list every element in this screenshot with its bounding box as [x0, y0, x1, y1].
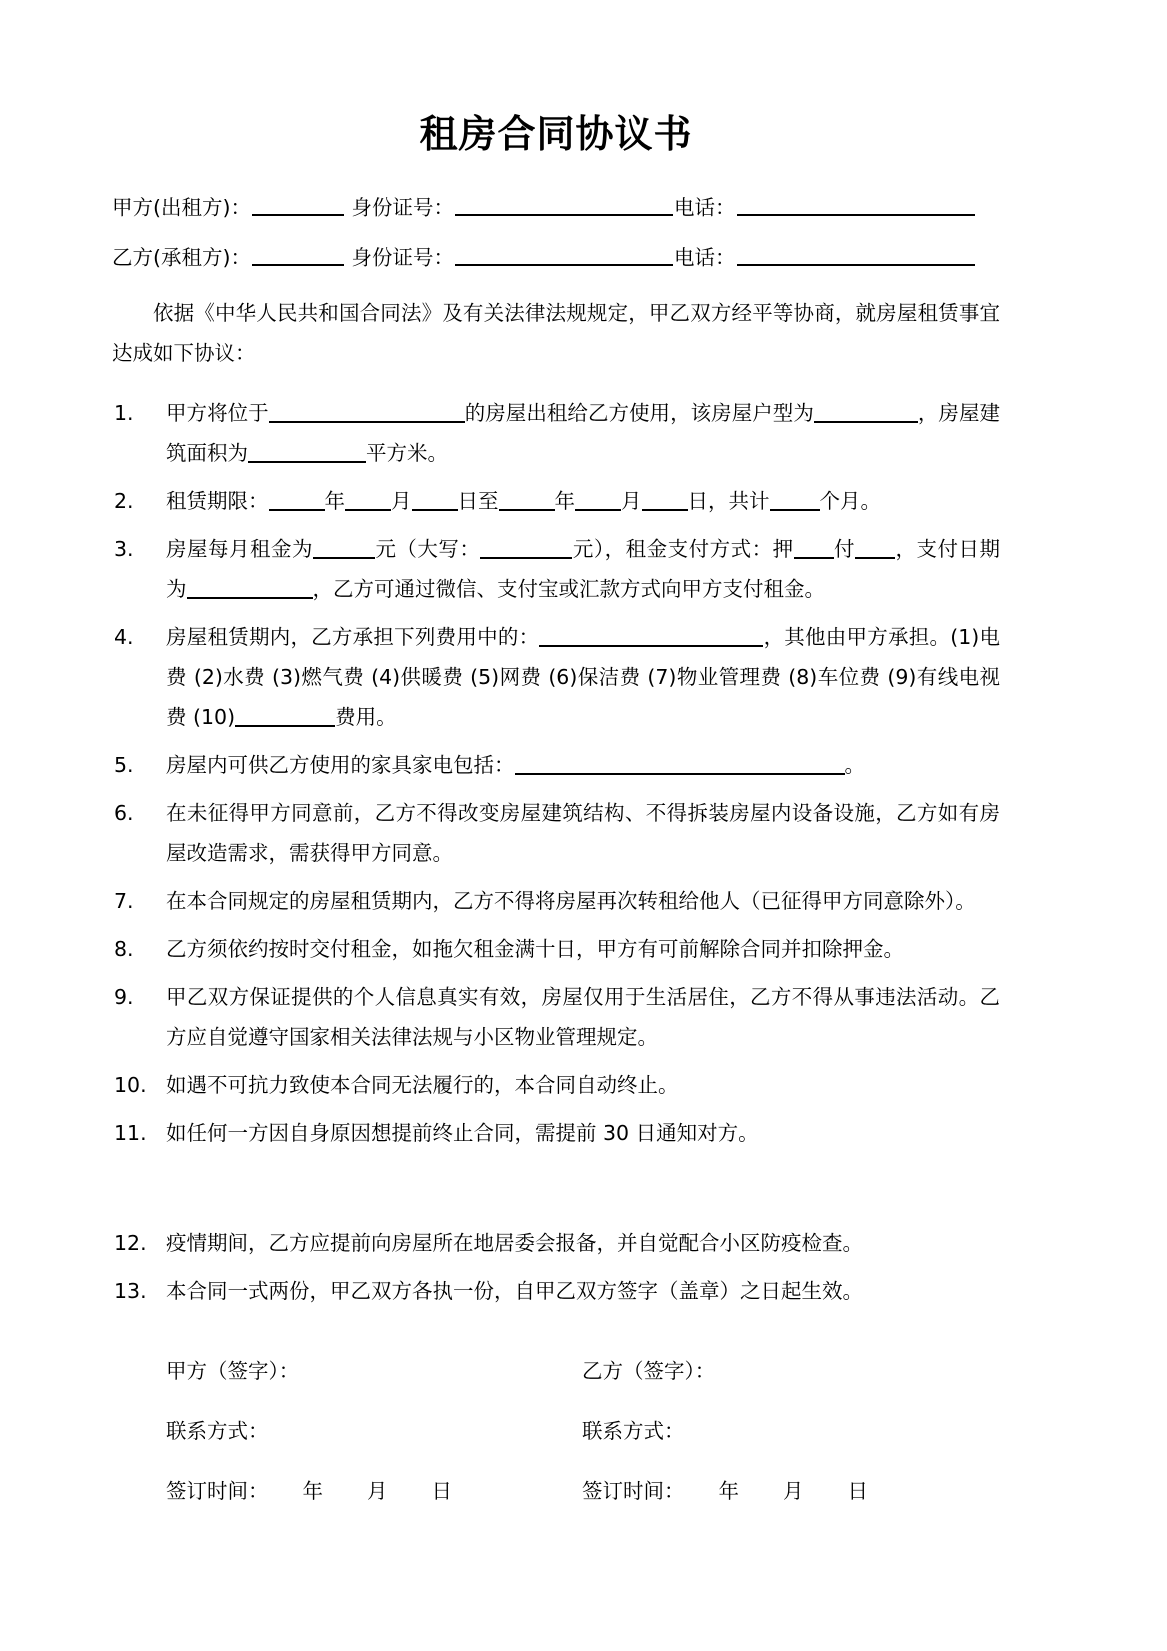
- clause-number: 11.: [114, 1120, 147, 1145]
- property-type-input[interactable]: [814, 401, 918, 424]
- landlord-date-group[interactable]: [166, 1472, 582, 1512]
- clause-number: 4.: [114, 625, 134, 650]
- tenant-date-group[interactable]: [582, 1472, 998, 1512]
- tenant-date-day: 日: [847, 1478, 868, 1503]
- clause-text: 本合同一式两份，甲乙双方各执一份，自甲乙双方签字（盖章）之日起生效。: [166, 1278, 863, 1303]
- parties-block: [112, 194, 1000, 272]
- clause-13: [112, 1272, 1000, 1312]
- tenant-phone-label: 电话：: [674, 245, 736, 270]
- clause-text: 在本合同规定的房屋租赁期内，乙方不得将房屋再次转租给他人（已征得甲方同意除外）。: [166, 889, 976, 914]
- tenant-date-year: 年: [718, 1478, 739, 1503]
- clause-seg: ，其他由甲方承担。(1)电费 (2)水费 (3)燃气费 (4)供暖费 (5)网费 (6)保洁费 (7)物业管理费 (8)车位费 (9)有线电视费 (10): [166, 625, 1001, 730]
- signature-contact-row: [166, 1412, 1000, 1452]
- clause-seg: 年: [554, 489, 575, 514]
- clause-text: [166, 618, 1000, 738]
- clause-seg: ，房屋建筑面积为: [166, 401, 1001, 466]
- clause-seg: 的房屋出租给乙方使用，该房屋户型为: [464, 401, 814, 426]
- landlord-signature-label[interactable]: 甲方（签字）：: [166, 1358, 300, 1383]
- tenant-phone-input[interactable]: [737, 244, 975, 267]
- clause-text: [166, 482, 1000, 522]
- clause-number: 6.: [114, 801, 134, 826]
- clause-seg: 个月。: [819, 489, 881, 514]
- tenant-name-input[interactable]: [252, 244, 344, 267]
- clause-seg: 甲方将位于: [166, 401, 269, 426]
- lease-months-input[interactable]: [770, 489, 820, 512]
- tenant-date-month: 月: [783, 1478, 804, 1503]
- clause-5: [112, 746, 1000, 786]
- clause-12: [112, 1224, 1000, 1264]
- clause-seg: 日，共计: [687, 489, 770, 514]
- clause-text: 如遇不可抗力致使本合同无法履行的，本合同自动终止。: [166, 1072, 679, 1097]
- landlord-contact-label[interactable]: 联系方式：: [166, 1418, 269, 1443]
- clause-seg: 付: [833, 537, 856, 562]
- lease-end-month-input[interactable]: [575, 489, 621, 512]
- property-address-input[interactable]: [269, 401, 465, 424]
- clause-2: [112, 482, 1000, 522]
- payment-date-input[interactable]: [187, 577, 313, 600]
- other-fee-input[interactable]: [235, 705, 335, 728]
- clause-seg: 平方米。: [366, 441, 448, 466]
- clause-seg: 月: [621, 489, 642, 514]
- clause-seg: 房屋内可供乙方使用的家具家电包括：: [166, 753, 515, 778]
- clause-number: 2.: [114, 489, 134, 514]
- tenant-row: [112, 244, 1000, 272]
- page-title: 租房合同协议书: [419, 112, 693, 156]
- clause-seg: 房屋每月租金为: [166, 537, 313, 562]
- tenant-name-label: 乙方(承租方)：: [112, 245, 251, 270]
- tenant-date-label: 签订时间：: [582, 1478, 685, 1503]
- landlord-date-day: 日: [431, 1478, 452, 1503]
- clause-text: 疫情期间，乙方应提前向房屋所在地居委会报备，并自觉配合小区防疫检查。: [166, 1230, 863, 1255]
- intro-paragraph: 依据《中华人民共和国合同法》及有关法律法规规定，甲乙双方经平等协商，就房屋租赁事宜达成如下协议：: [112, 300, 1000, 365]
- signature-name-row: [166, 1352, 1000, 1392]
- clause-list: [112, 394, 1000, 1311]
- clause-text: 乙方须依约按时交付租金，如拖欠租金满十日，甲方有可前解除合同并扣除押金。: [166, 937, 904, 961]
- clause-number: 8.: [114, 937, 134, 961]
- landlord-name-label: 甲方(出租方)：: [112, 195, 251, 220]
- clause-8: [112, 930, 1000, 970]
- lease-start-month-input[interactable]: [345, 489, 391, 512]
- clause-number: 10.: [114, 1072, 147, 1097]
- clause-seg: ，支付日期为: [166, 537, 1001, 602]
- clause-4: [112, 618, 1000, 738]
- clause-number: 5.: [114, 753, 134, 778]
- tenant-contact-label[interactable]: 联系方式：: [582, 1418, 685, 1443]
- clause-seg: 房屋租赁期内，乙方承担下列费用中的：: [166, 625, 540, 650]
- clause-10: [112, 1066, 1000, 1106]
- clause-seg: 。: [844, 753, 865, 778]
- monthly-rent-input[interactable]: [313, 537, 375, 560]
- payment-count-input[interactable]: [855, 537, 895, 560]
- clause-9: [112, 978, 1000, 1058]
- clause-seg: 费用。: [335, 705, 397, 730]
- signature-date-row: [166, 1472, 1000, 1512]
- landlord-phone-input[interactable]: [737, 194, 975, 217]
- clause-text: [166, 394, 1000, 474]
- lease-start-year-input[interactable]: [269, 489, 325, 512]
- blank-spacer: [112, 1162, 1000, 1224]
- signature-block: [112, 1352, 1000, 1512]
- clause-seg: 租赁期限：: [166, 489, 269, 514]
- document-content: [112, 0, 1000, 1532]
- clause-text: [166, 530, 1000, 610]
- landlord-name-input[interactable]: [252, 194, 344, 217]
- landlord-date-year: 年: [302, 1478, 323, 1503]
- clause-number: 12.: [114, 1230, 147, 1255]
- lease-end-day-input[interactable]: [642, 489, 688, 512]
- clause-text: 在未征得甲方同意前，乙方不得改变房屋建筑结构、不得拆装房屋内设备设施，乙方如有房屋改造需求，需获得甲方同意。: [166, 801, 1000, 866]
- clause-seg: 日至: [457, 489, 499, 514]
- clause-seg: ，乙方可通过微信、支付宝或汇款方式向甲方支付租金。: [312, 577, 825, 602]
- property-area-input[interactable]: [248, 441, 366, 464]
- clause-6: [112, 794, 1000, 874]
- deposit-count-input[interactable]: [794, 537, 834, 560]
- clause-seg: 元），租金支付方式：押: [572, 537, 794, 562]
- clause-seg: 年: [324, 489, 345, 514]
- clause-1: [112, 394, 1000, 474]
- lease-start-day-input[interactable]: [412, 489, 458, 512]
- landlord-date-label: 签订时间：: [166, 1478, 269, 1503]
- tenant-signature-label[interactable]: 乙方（签字）：: [582, 1358, 716, 1383]
- landlord-row: [112, 194, 1000, 222]
- landlord-date-month: 月: [367, 1478, 388, 1503]
- clause-text: 甲乙双方保证提供的个人信息真实有效，房屋仅用于生活居住，乙方不得从事违法活动。乙方应自觉遵守国家相关法律法规与小区物业管理规定。: [166, 984, 1000, 1049]
- clause-number: 13.: [114, 1278, 147, 1303]
- tenant-fees-input[interactable]: [539, 625, 763, 648]
- clause-number: 7.: [114, 889, 134, 914]
- clause-seg: 月: [391, 489, 412, 514]
- furniture-list-input[interactable]: [515, 753, 845, 776]
- clause-number: 9.: [114, 984, 134, 1009]
- clause-number: 3.: [114, 537, 134, 562]
- tenant-id-input[interactable]: [455, 244, 673, 267]
- tenant-id-label: 身份证号：: [351, 245, 455, 270]
- clause-7: [112, 882, 1000, 922]
- monthly-rent-words-input[interactable]: [480, 537, 572, 560]
- landlord-phone-label: 电话：: [674, 195, 736, 220]
- lease-end-year-input[interactable]: [499, 489, 555, 512]
- clause-11: [112, 1114, 1000, 1154]
- clause-number: 1.: [114, 401, 134, 426]
- clause-text: [166, 746, 1000, 786]
- clause-3: [112, 530, 1000, 610]
- landlord-id-input[interactable]: [455, 194, 673, 217]
- clause-seg: 元（大写：: [374, 537, 481, 562]
- clause-text: 如任何一方因自身原因想提前终止合同，需提前 30 日通知对方。: [166, 1120, 759, 1145]
- landlord-id-label: 身份证号：: [351, 195, 455, 220]
